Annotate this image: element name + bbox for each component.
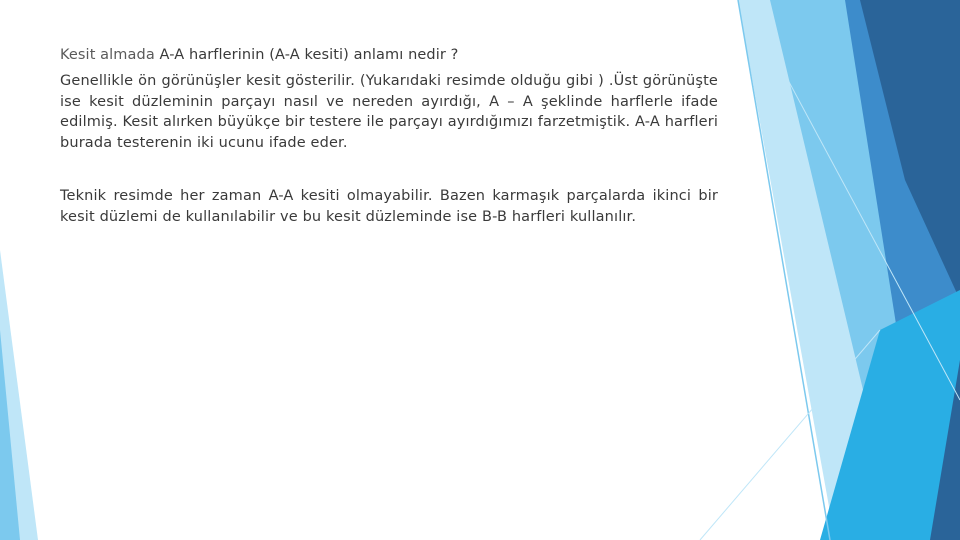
paragraph-2: Teknik resimde her zaman A-A kesiti olmayabilir. Bazen karmaşık parçalarda ikinci bir kesit düzlemi de kullanılabilir ve bu kesit düzleminde ise B-B harfleri kullanılır. [60, 188, 718, 225]
paragraph-1: Genellikle ön görünüşler kesit gösterilir. (Yukarıdaki resimde olduğu gibi ) .Üst görünüşte ise kesit düzleminin parçayı nasıl ve nereden ayırdığı, A – A şeklinde harflerle ifade edilmiş. Kesit alırken büyükçe bir testere ile parçayı ayırdığımızı farzetmiştik. A-A harfleri burada testerenin iki ucunu ifade eder. [60, 73, 718, 151]
slide-content [60, 45, 718, 227]
heading-rest: A-A harflerinin (A-A kesiti) anlamı nedir ? [159, 47, 459, 63]
slide-heading [60, 45, 718, 65]
heading-lead: Kesit almada [60, 47, 155, 63]
